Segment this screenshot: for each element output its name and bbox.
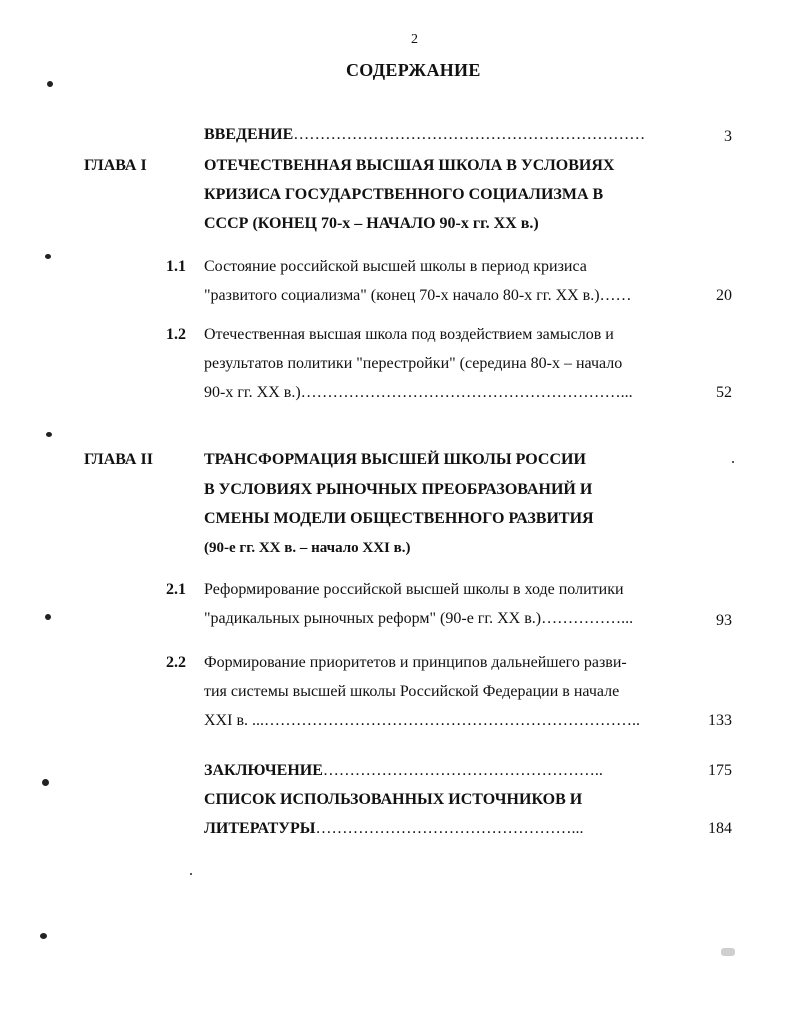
section-2-2-page: 133 (708, 712, 732, 729)
chapter2-title-line: (90-е гг. XX в. – начало XXI в.) (204, 540, 411, 556)
section-1-2-line: Отечественная высшая школа под воздействием замыслов и (204, 326, 614, 343)
page-number: 2 (411, 32, 418, 47)
section-1-1-page: 20 (716, 287, 732, 304)
scan-speck (47, 81, 53, 87)
section-1-2-page: 52 (716, 384, 732, 401)
toc-sources-leader: …………………………………………... (315, 820, 584, 837)
toc-intro-page: 3 (724, 128, 732, 145)
section-2-1-number: 2.1 (166, 581, 186, 598)
chapter1-title-line: КРИЗИСА ГОСУДАРСТВЕННОГО СОЦИАЛИЗМА В (204, 186, 604, 203)
scan-speck (46, 432, 52, 437)
chapter2-label: ГЛАВА II (84, 451, 153, 468)
section-1-1-number: 1.1 (166, 258, 186, 275)
toc-conclusion-label: ЗАКЛЮЧЕНИЕ (204, 762, 323, 779)
section-1-2-line: результатов политики "перестройки" (середина 80-х – начало (204, 355, 623, 372)
scan-speck (42, 779, 49, 786)
toc-intro-leader: ………………………………………………………… (293, 126, 646, 143)
section-2-1-page: 93 (716, 612, 732, 629)
section-2-2-line: XXI в. ...…………………………………………………………….. (204, 712, 640, 729)
scan-speck (721, 948, 735, 956)
toc-conclusion (204, 762, 603, 780)
section-1-1-line: Состояние российской высшей школы в период кризиса (204, 258, 587, 275)
toc-conclusion-page: 175 (708, 762, 732, 779)
toc-conclusion-leader: …………………………………………….. (322, 762, 603, 779)
toc-sources-page: 184 (708, 820, 732, 837)
chapter2-title-line: ТРАНСФОРМАЦИЯ ВЫСШЕЙ ШКОЛЫ РОССИИ (204, 451, 586, 468)
section-1-2-line: 90-х гг. XX в.)……………………………………………………... (204, 384, 633, 401)
chapter2-title-line: СМЕНЫ МОДЕЛИ ОБЩЕСТВЕННОГО РАЗВИТИЯ (204, 510, 594, 527)
section-1-1-line: "развитого социализма" (конец 70-х начало 80-х гг. XX в.)…… (204, 287, 632, 304)
toc-sources-line: СПИСОК ИСПОЛЬЗОВАННЫХ ИСТОЧНИКОВ И (204, 791, 583, 808)
toc-intro (204, 126, 645, 144)
scan-speck (190, 873, 192, 875)
chapter1-title-line: ОТЕЧЕСТВЕННАЯ ВЫСШАЯ ШКОЛА В УСЛОВИЯХ (204, 157, 615, 174)
chapter2-title-line: В УСЛОВИЯХ РЫНОЧНЫХ ПРЕОБРАЗОВАНИЙ И (204, 481, 593, 498)
scan-speck (732, 461, 734, 463)
scan-speck (40, 933, 47, 939)
section-2-1-line: Реформирование российской высшей школы в ходе политики (204, 581, 624, 598)
section-1-2-number: 1.2 (166, 326, 186, 343)
section-2-2-line: тия системы высшей школы Российской Федерации в начале (204, 683, 620, 700)
scan-speck (45, 614, 51, 620)
chapter1-label: ГЛАВА I (84, 157, 147, 174)
section-2-1-line: "радикальных рыночных реформ" (90-е гг. XX в.)……………... (204, 610, 634, 627)
section-2-2-line: Формирование приоритетов и принципов дальнейшего разви- (204, 654, 627, 671)
toc-sources (204, 820, 583, 838)
page-title: СОДЕРЖАНИЕ (346, 60, 481, 80)
toc-sources-label: ЛИТЕРАТУРЫ (204, 820, 316, 837)
chapter1-title-line: СССР (КОНЕЦ 70-х – НАЧАЛО 90-х гг. XX в.) (204, 215, 539, 232)
scan-speck (45, 254, 51, 259)
section-2-2-number: 2.2 (166, 654, 186, 671)
toc-intro-label: ВВЕДЕНИЕ (204, 126, 294, 143)
